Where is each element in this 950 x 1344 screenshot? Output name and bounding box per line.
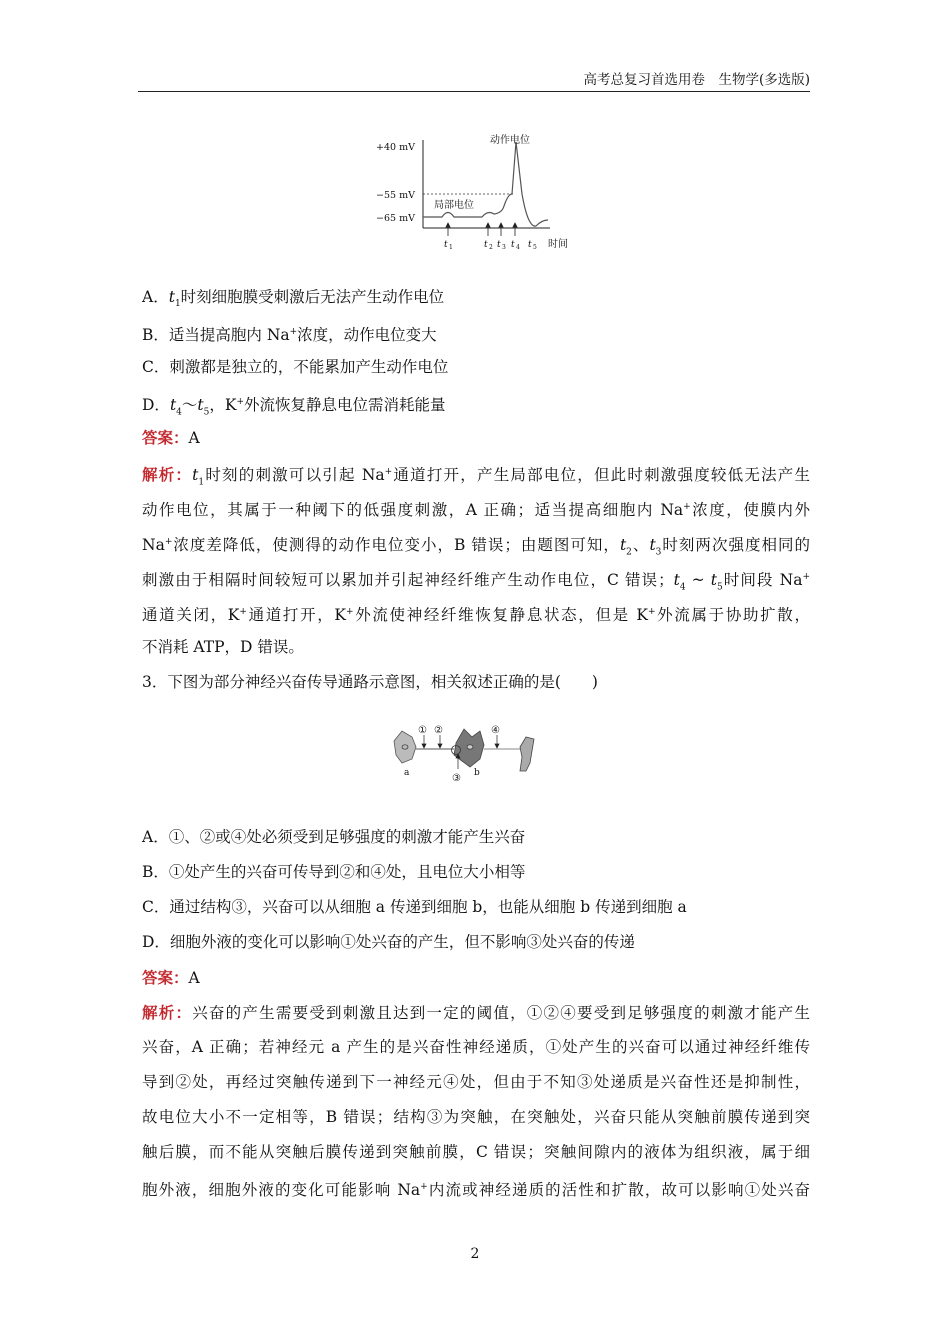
q3-analysis-line: 兴奋，A 正确；若神经元 a 产生的是兴奋性神经递质，①处产生的兴奋可以通过神经纤维传: [142, 1038, 810, 1056]
neuron-a: [394, 731, 416, 763]
q3-option-c: C．通过结构③，兴奋可以从细胞 a 传递到细胞 b，也能从细胞 b 传递到细胞 a: [142, 898, 687, 916]
x-axis-label: 时间: [548, 239, 568, 250]
action-potential-label: 动作电位: [490, 135, 530, 146]
svg-text:t: t: [497, 240, 501, 250]
svg-text:5: 5: [533, 244, 537, 251]
local-potential-label: 局部电位: [434, 200, 474, 211]
label-a: a: [404, 768, 410, 778]
page-number: 2: [470, 1246, 480, 1262]
q3-analysis-line: 触后膜，而不能从突触后膜传递到突触前膜，C 错误；突触间隙内的液体为组织液，属于细: [142, 1143, 810, 1161]
page-header: 高考总复习首选用卷 生物学(多选版): [138, 68, 810, 92]
q3-answer: 答案：A: [142, 968, 200, 987]
y-label-plus40: +40 mV: [376, 142, 415, 153]
svg-text:1: 1: [449, 244, 453, 251]
q2-option-b: B．适当提高胞内 Na+浓度，动作电位变大: [142, 326, 437, 345]
svg-text:t: t: [511, 240, 515, 250]
action-potential-figure: [370, 128, 585, 253]
q3-analysis-line: 胞外液，细胞外液的变化可能影响 Na+内流或神经递质的活性和扩散，故可以影响①处兴奋: [142, 1181, 810, 1200]
q3-stem: 3．下图为部分神经兴奋传导通路示意图，相关叙述正确的是( ): [142, 673, 598, 691]
marker-1: ①: [418, 725, 427, 736]
stimulus-arrows: [446, 223, 517, 236]
marker-2: ②: [434, 725, 443, 736]
marker-4: ④: [491, 725, 500, 736]
effector: [520, 737, 534, 771]
y-axis-labels: [376, 142, 415, 224]
svg-text:t: t: [444, 240, 448, 250]
q3-analysis-line: 导到②处，再经过突触传递到下一神经元④处，但由于不知③处递质是兴奋性还是抑制性，: [142, 1073, 810, 1091]
y-label-minus65: −65 mV: [376, 213, 415, 224]
neural-pathway-figure: [392, 723, 552, 791]
q3-option-b: B．①处产生的兴奋可传导到②和④处，且电位大小相等: [142, 863, 526, 881]
q2-analysis-line: 解析：$t_1$时刻的刺激可以引起 Na+通道打开，产生局部电位，但此时刺激强度较低无法产生: [142, 465, 810, 488]
marker-3: ③: [452, 773, 461, 784]
svg-text:4: 4: [516, 244, 520, 251]
q3-option-a: A．①、②或④处必须受到足够强度的刺激才能产生兴奋: [142, 828, 526, 846]
svg-text:2: 2: [489, 244, 493, 251]
q2-option-c: C．刺激都是独立的，不能累加产生动作电位: [142, 358, 449, 376]
q2-option-a: A．$t_1$时刻细胞膜受刺激后无法产生动作电位: [142, 288, 445, 310]
q2-analysis-line: 通道关闭，K+通道打开，K+外流使神经纤维恢复静息状态，但是 K+外流属于协助扩散，: [142, 606, 810, 625]
q2-option-d: D．$t_4\sim t_5$，K+外流恢复静息电位需消耗能量: [142, 396, 446, 418]
label-b: b: [474, 768, 480, 778]
q3-analysis-line: 解析：兴奋的产生需要受到刺激且达到一定的阈值，①②④要受到足够强度的刺激才能产生: [142, 1003, 810, 1022]
svg-text:t: t: [484, 240, 488, 250]
q2-answer: 答案：A: [142, 428, 200, 447]
q3-analysis-line: 故电位大小不一定相等，B 错误；结构③为突触，在突触处，兴奋只能从突触前膜传递到突: [142, 1108, 810, 1126]
q3-block: [142, 820, 810, 1205]
svg-text:t: t: [528, 240, 532, 250]
q2-analysis-line: 不消耗 ATP，D 错误。: [142, 638, 304, 656]
svg-text:3: 3: [502, 244, 506, 251]
q2-analysis-line: 动作电位，其属于一种阈下的低强度刺激，A 正确；适当提高细胞内 Na+浓度，使膜内外: [142, 501, 810, 520]
time-labels: [444, 237, 568, 251]
potential-curve: [423, 142, 548, 226]
y-label-minus55: −55 mV: [376, 190, 415, 201]
q2-analysis-line: Na+浓度差降低，使测得的动作电位变小，B 错误；由题图可知，$t_2$、$t_3$时刻两次强度相同的: [142, 536, 810, 558]
q2-block: [142, 280, 810, 700]
q2-analysis-line: 刺激由于相隔时间较短可以累加并引起神经纤维产生动作电位，C 错误；$t_4$ ~ $t_5$时间段 Na+: [142, 571, 810, 593]
q3-option-d: D．细胞外液的变化可以影响①处兴奋的产生，但不影响③处兴奋的传递: [142, 933, 635, 951]
